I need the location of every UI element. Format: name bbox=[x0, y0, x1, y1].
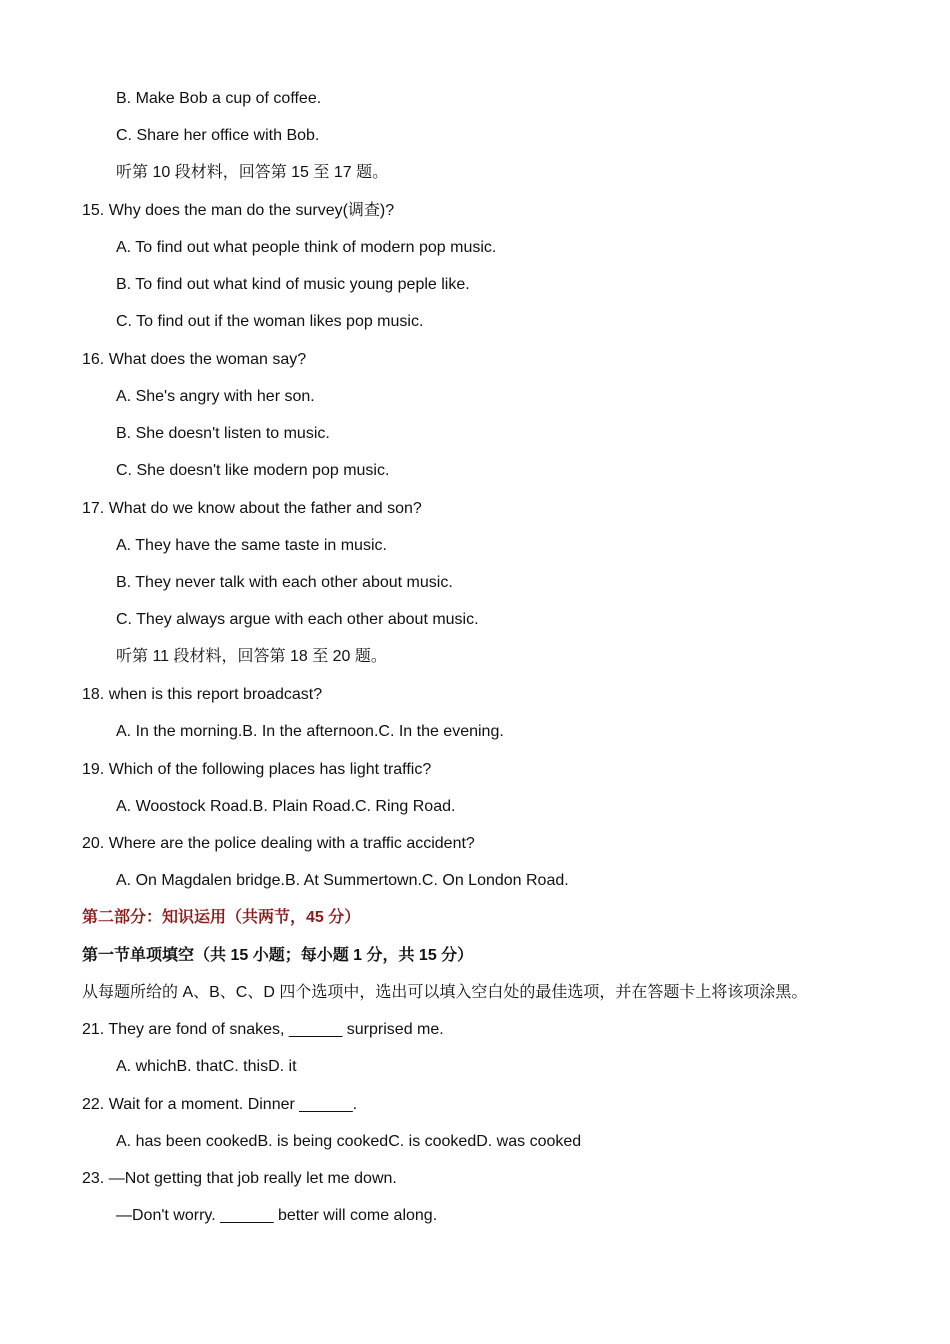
options-22: A. has been cookedB. is being cookedC. is cookedD. was cooked bbox=[116, 1133, 582, 1150]
option-15c: C. To find out if the woman likes pop music. bbox=[116, 313, 424, 330]
options-21: A. whichB. thatC. thisD. it bbox=[116, 1058, 297, 1075]
question-23: 23. —Not getting that job really let me down. bbox=[82, 1170, 397, 1187]
question-18: 18. when is this report broadcast? bbox=[82, 686, 323, 703]
section-instruction: 从每题所给的 A、B、C、D 四个选项中，选出可以填入空白处的最佳选项，并在答题卡上将该项涂黑。 bbox=[82, 984, 808, 1001]
question-17: 17. What do we know about the father and son? bbox=[82, 500, 422, 517]
options-19: A. Woostock Road.B. Plain Road.C. Ring Road. bbox=[116, 798, 456, 815]
option-14b: B. Make Bob a cup of coffee. bbox=[116, 90, 322, 107]
question-23-reply: —Don't worry. ______ better will come along. bbox=[116, 1207, 438, 1224]
section-heading-part2: 第二部分：知识运用（共两节，45 分） bbox=[82, 909, 361, 926]
option-16a: A. She's angry with her son. bbox=[116, 388, 315, 405]
subsection-heading: 第一节单项填空（共 15 小题；每小题 1 分，共 15 分） bbox=[82, 947, 474, 964]
option-15b: B. To find out what kind of music young peple like. bbox=[116, 276, 470, 293]
listening-instruction-11: 听第 11 段材料，回答第 18 至 20 题。 bbox=[116, 648, 387, 665]
question-20: 20. Where are the police dealing with a traffic accident? bbox=[82, 835, 475, 852]
option-16b: B. She doesn't listen to music. bbox=[116, 425, 330, 442]
question-22: 22. Wait for a moment. Dinner ______. bbox=[82, 1096, 358, 1113]
listening-instruction-10: 听第 10 段材料，回答第 15 至 17 题。 bbox=[116, 164, 389, 181]
question-19: 19. Which of the following places has light traffic? bbox=[82, 761, 432, 778]
option-17c: C. They always argue with each other about music. bbox=[116, 611, 479, 628]
option-15a: A. To find out what people think of modern pop music. bbox=[116, 239, 497, 256]
option-16c: C. She doesn't like modern pop music. bbox=[116, 462, 390, 479]
options-18: A. In the morning.B. In the afternoon.C. In the evening. bbox=[116, 723, 504, 740]
question-15: 15. Why does the man do the survey(调查)? bbox=[82, 202, 395, 219]
question-16: 16. What does the woman say? bbox=[82, 351, 307, 368]
option-17a: A. They have the same taste in music. bbox=[116, 537, 387, 554]
option-17b: B. They never talk with each other about music. bbox=[116, 574, 453, 591]
option-14c: C. Share her office with Bob. bbox=[116, 127, 320, 144]
options-20: A. On Magdalen bridge.B. At Summertown.C. On London Road. bbox=[116, 872, 569, 889]
question-21: 21. They are fond of snakes, ______ surprised me. bbox=[82, 1021, 444, 1038]
